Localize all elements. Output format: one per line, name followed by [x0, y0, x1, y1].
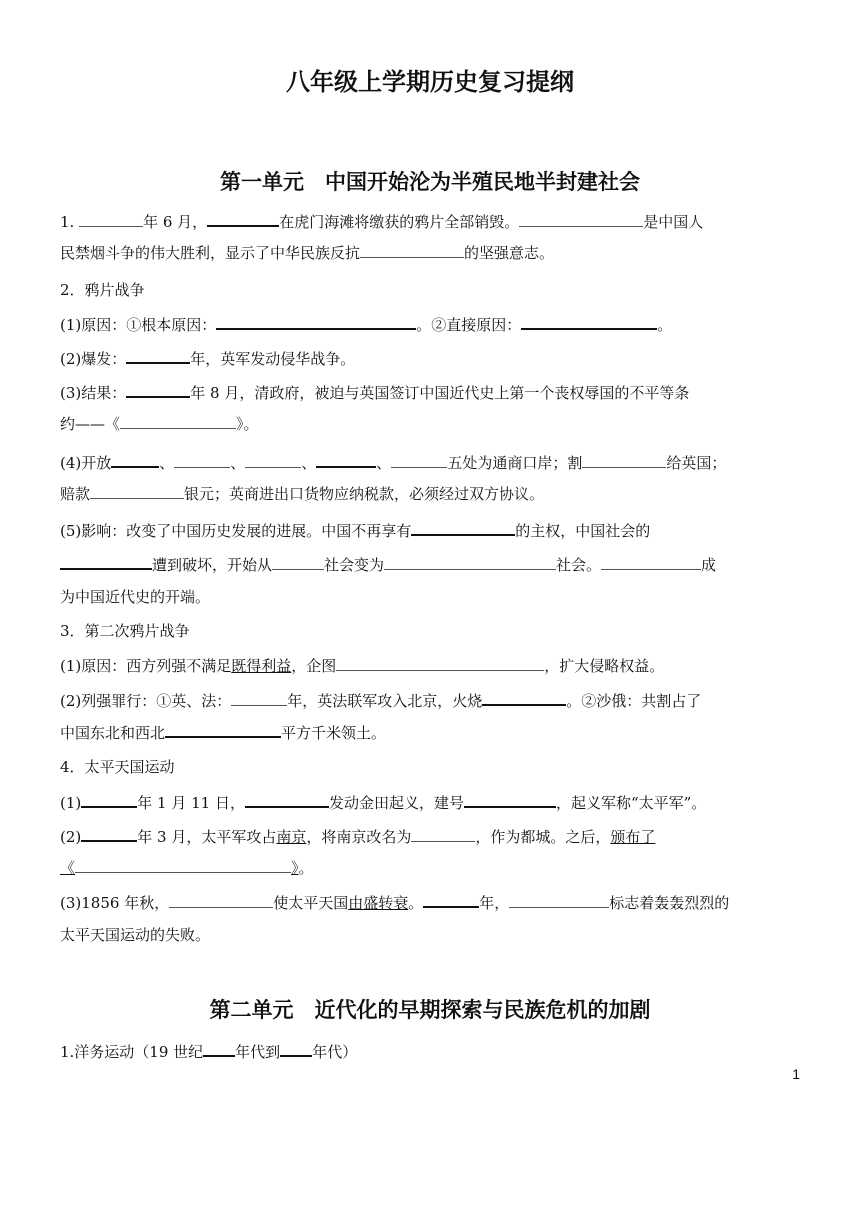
page-number: 1 — [792, 1066, 800, 1082]
unit1-item4-3b: 太平天国运动的失败。 — [60, 926, 211, 944]
unit1-item1-line1: 1. 年 6 月， 在虎门海滩将缴获的鸦片全部销毁。 是中国人 — [60, 210, 805, 232]
unit1-item4-2: (2) 年 3 月，太平军攻占南京，将南京改名为 ，作为都城。之后，颁布了 — [60, 825, 805, 847]
unit1-item4-heading: 4．太平天国运动 — [60, 758, 175, 776]
unit1-item2-impact-3: 为中国近代史的开端。 — [60, 588, 211, 606]
unit1-item2-result: (3)结果： 年 8 月，清政府，被迫与英国签订中国近代史上第一个丧权辱国的不平等条 — [60, 381, 805, 403]
unit1-item3-crimes: (2)列强罪行：①英、法： 年，英法联军攻入北京，火烧 。②沙俄：共割占了 — [60, 689, 805, 711]
unit1-item2-impact-2: 遭到破坏，开始从 社会变为 社会。 成 — [60, 553, 805, 575]
unit2-item1: 1.洋务运动（19 世纪 年代到 年代） — [60, 1040, 805, 1062]
unit-1-heading: 第一单元 中国开始沦为半殖民地半封建社会 — [220, 170, 640, 194]
document-title: 八年级上学期历史复习提纲 — [286, 68, 574, 96]
unit1-item2-outbreak: (2)爆发： 年，英军发动侵华战争。 — [60, 347, 805, 369]
unit1-item4-2b: 《 》。 — [60, 859, 314, 877]
unit1-item4-1: (1) 年 1 月 11 日， 发动金田起义，建号 ，起义军称“太平军”。 — [60, 791, 805, 813]
unit1-item4-3: (3)1856 年秋， 使太平天国由盛转衰。 年， 标志着轰轰烈烈的 — [60, 891, 805, 913]
unit1-item2-impact: (5)影响：改变了中国历史发展的进展。中国不再享有 的主权，中国社会的 — [60, 519, 805, 541]
unit1-item1-line2: 民禁烟斗争的伟大胜利，显示了中华民族反抗 的坚强意志。 — [60, 244, 555, 262]
unit1-item2-cause: (1)原因：①根本原因： 。②直接原因： 。 — [60, 313, 805, 335]
unit-2-heading: 第二单元 近代化的早期探索与民族危机的加剧 — [209, 998, 651, 1022]
unit1-item2-opening: (4)开放 、 、 、 、 五处为通商口岸；割 给英国； — [60, 451, 805, 473]
unit1-item3-heading: 3．第二次鸦片战争 — [60, 622, 190, 640]
unit1-item3-cause: (1)原因：西方列强不满足既得利益，企图 ，扩大侵略权益。 — [60, 657, 665, 675]
unit1-item2-opening-2: 赔款 银元；英商进出口货物应纳税款，必须经过双方协议。 — [60, 485, 545, 503]
unit1-item3-crimes-2: 中国东北和西北 平方千米领土。 — [60, 721, 805, 743]
unit1-item2-result-2: 约——《 》。 — [60, 415, 259, 433]
unit1-item2-heading: 2．鸦片战争 — [60, 281, 145, 299]
